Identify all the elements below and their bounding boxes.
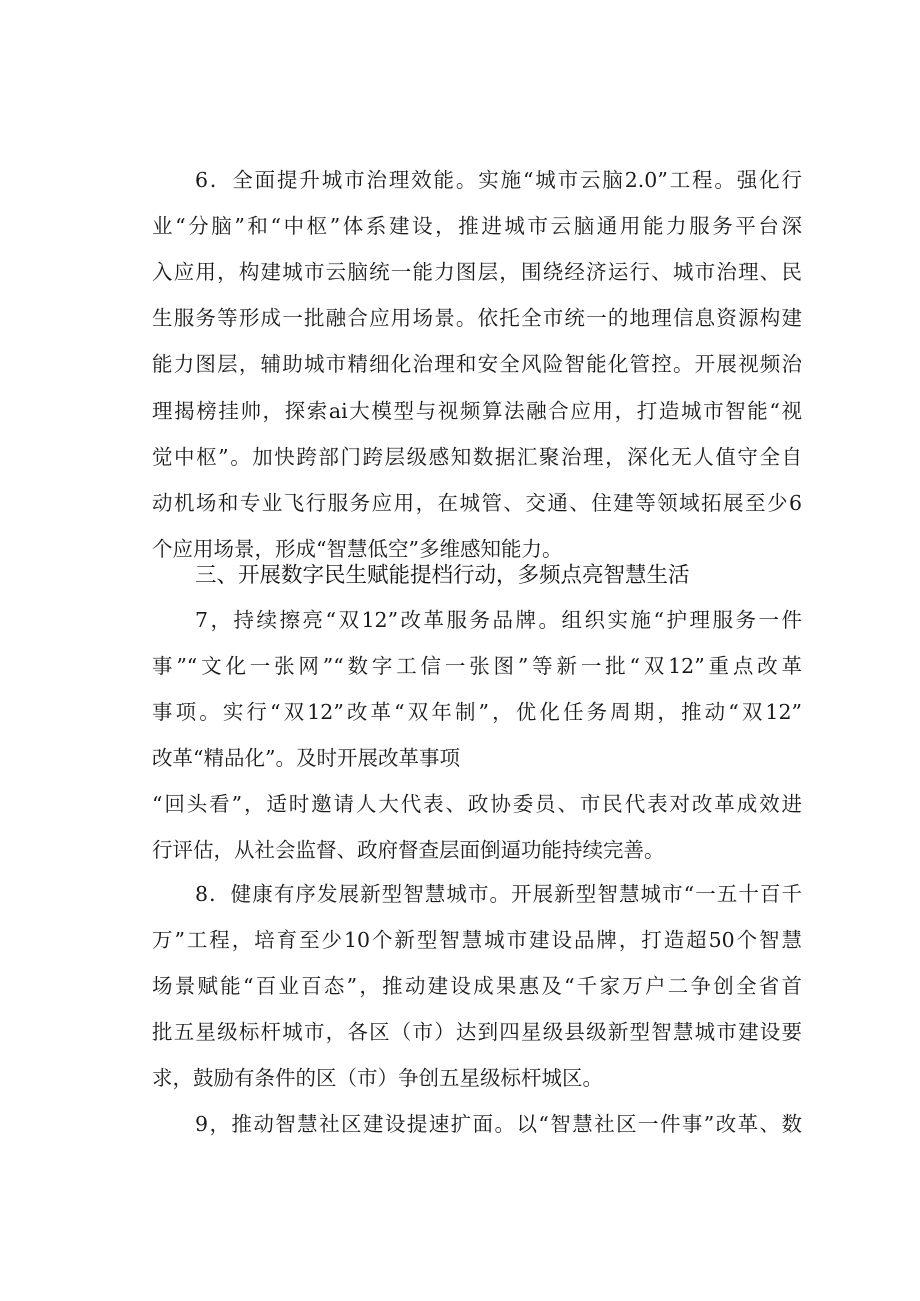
text-line: 生服务等形成一批融合应用场景。依托全市统一的地理信息资源构建 — [152, 306, 802, 330]
text-line: 批五星级标杆城市，各区（市）达到四星级县级新型智慧城市建设要 — [152, 1020, 802, 1044]
text-line: 求，鼓励有条件的区（市）争创五星级标杆城区。 — [152, 1066, 603, 1090]
text-line: 行评估，从社会监督、政府督查层面倒逼功能持续完善。 — [152, 838, 665, 862]
text-line: 入应用，构建城市云脑统一能力图层，围绕经济运行、城市治理、民 — [152, 260, 802, 284]
text-line: 6．全面提升城市治理效能。实施“城市云脑2.0”工程。强化行 — [195, 168, 802, 192]
text-line: 理揭榜挂帅，探索ai大模型与视频算法融合应用，打造城市智能“视 — [152, 399, 802, 423]
text-line: 8．健康有序发展新型智慧城市。开展新型智慧城市“一五十百千 — [195, 882, 802, 906]
text-line: 业“分脑”和“中枢”体系建设，推进城市云脑通用能力服务平台深 — [152, 214, 802, 238]
text-line: 个应用场景，形成“智慧低空”多维感知能力。 — [152, 537, 563, 561]
text-line: 改革“精品化”。及时开展改革事项 — [152, 746, 460, 770]
text-line: “回头看”，适时邀请人大代表、政协委员、市民代表对改革成效进 — [152, 792, 802, 816]
text-line: 动机场和专业飞行服务应用，在城管、交通、住建等领域拓展至少6 — [152, 491, 802, 515]
text-line: 场景赋能“百业百态”，推动建设成果惠及“千家万户二争创全省首 — [152, 974, 802, 998]
text-line: 事”“文化一张网”“数字工信一张图”等新一批“双12”重点改革 — [152, 654, 802, 678]
text-line: 7，持续擦亮“双12”改革服务品牌。组织实施“护理服务一件 — [195, 608, 802, 632]
text-line: 觉中枢”。加快跨部门跨层级感知数据汇聚治理，深化无人值守全自 — [152, 445, 802, 469]
section-heading: 三、开展数字民生赋能提档行动，多频点亮智慧生活 — [195, 563, 690, 588]
text-line: 事项。实行“双12”改革“双年制”，优化任务周期，推动“双12” — [152, 700, 802, 724]
text-line: 能力图层，辅助城市精细化治理和安全风险智能化管控。开展视频治 — [152, 352, 802, 376]
text-line: 万”工程，培育至少10个新型智慧城市建设品牌，打造超50个智慧 — [152, 928, 802, 952]
text-line: 9，推动智慧社区建设提速扩面。以“智慧社区一件事”改革、数 — [195, 1112, 802, 1136]
